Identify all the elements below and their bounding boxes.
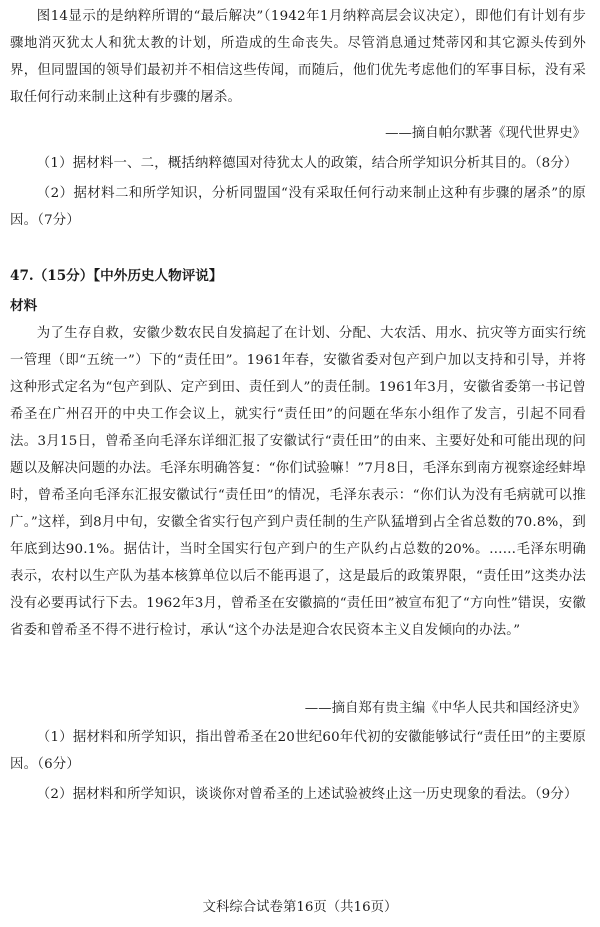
question-47-heading: 47.（15分）【中外历史人物评说】 [10,268,223,284]
question-46-part-1: （1）据材料一、二，概括纳粹德国对待犹太人的政策，结合所学知识分析其目的。（8分） [36,156,578,171]
material-two-citation: ——摘自帕尔默著《现代世界史》 [385,126,586,141]
material-two-paragraph: 图14显示的是纳粹所谓的“最后解决”（1942年1月纳粹高层会议决定），即他们有计划有步骤地消灭犹太人和犹太教的计划，所造成的生命丧失。尽管消息通过梵蒂冈和其它源头传到外界，但同盟国的领导们最初并不相信这些传闻，而随后，他们优先考虑他们的军事目标，没有采取任何行动来制止这种有步骤的屠杀。 [10,9,586,105]
material-label: 材料 [10,298,38,314]
question-46-part-2: （2）据材料二和所学知识，分析同盟国“没有采取任何行动来制止这种有步骤的屠杀”的原因。（7分） [10,186,586,228]
question-47-material-paragraph: 为了生存自救，安徽少数农民自发搞起了在计划、分配、大农活、用水、抗灾等方面实行统一管理（即“五统一”）下的“责任田”。1961年春，安徽省委对包产到户加以支持和引导，并将这种形式定名为“包产到队、定产到田、责任到人”的责任制。1961年3月，安徽省委第一书记曾希圣在广州召开的中央工作会议上，就实行“责任田”的问题在华东小组作了发言，引起不同看法。3月15日，曾希圣向毛泽东详细汇报了安徽试行“责任田”的由来、主要好处和可能出现的问题以及解决问题的办法。毛泽东明确答复：“你们试验嘛！”7月8日，毛泽东到南方视察途经蚌埠时，曾希圣向毛泽东汇报安徽试行“责任田”的情况，毛泽东表示：“你们认为没有毛病就可以推广。”这样，到8月中旬，安徽全省实行包产到户责任制的生产队猛增到占全省总数的70.8%，到年底到达90.1%。据估计，当时全国实行包产到户的生产队约占总数的20%。……毛泽东明确表示，农村以生产队为基本核算单位以后不能再退了，这是最后的政策界限，“责任田”这类办法没有必要再试行下去。1962年3月，曾希圣在安徽搞的“责任田”被宣布犯了“方向性”错误，安徽省委和曾希圣不得不进行检讨，承认“这个办法是迎合农民资本主义自发倾向的办法。” [10,326,586,638]
page-footer: 文科综合试卷第16页（共16页） [202,900,398,915]
question-47-part-2: （2）据材料和所学知识，谈谈你对曾希圣的上述试验被终止这一历史现象的看法。（9分） [36,787,578,802]
question-47-citation: ——摘自郑有贵主编《中华人民共和国经济史》 [304,701,586,716]
question-47-part-1: （1）据材料和所学知识，指出曾希圣在20世纪60年代初的安徽能够试行“责任田”的主要原因。（6分） [10,730,586,772]
